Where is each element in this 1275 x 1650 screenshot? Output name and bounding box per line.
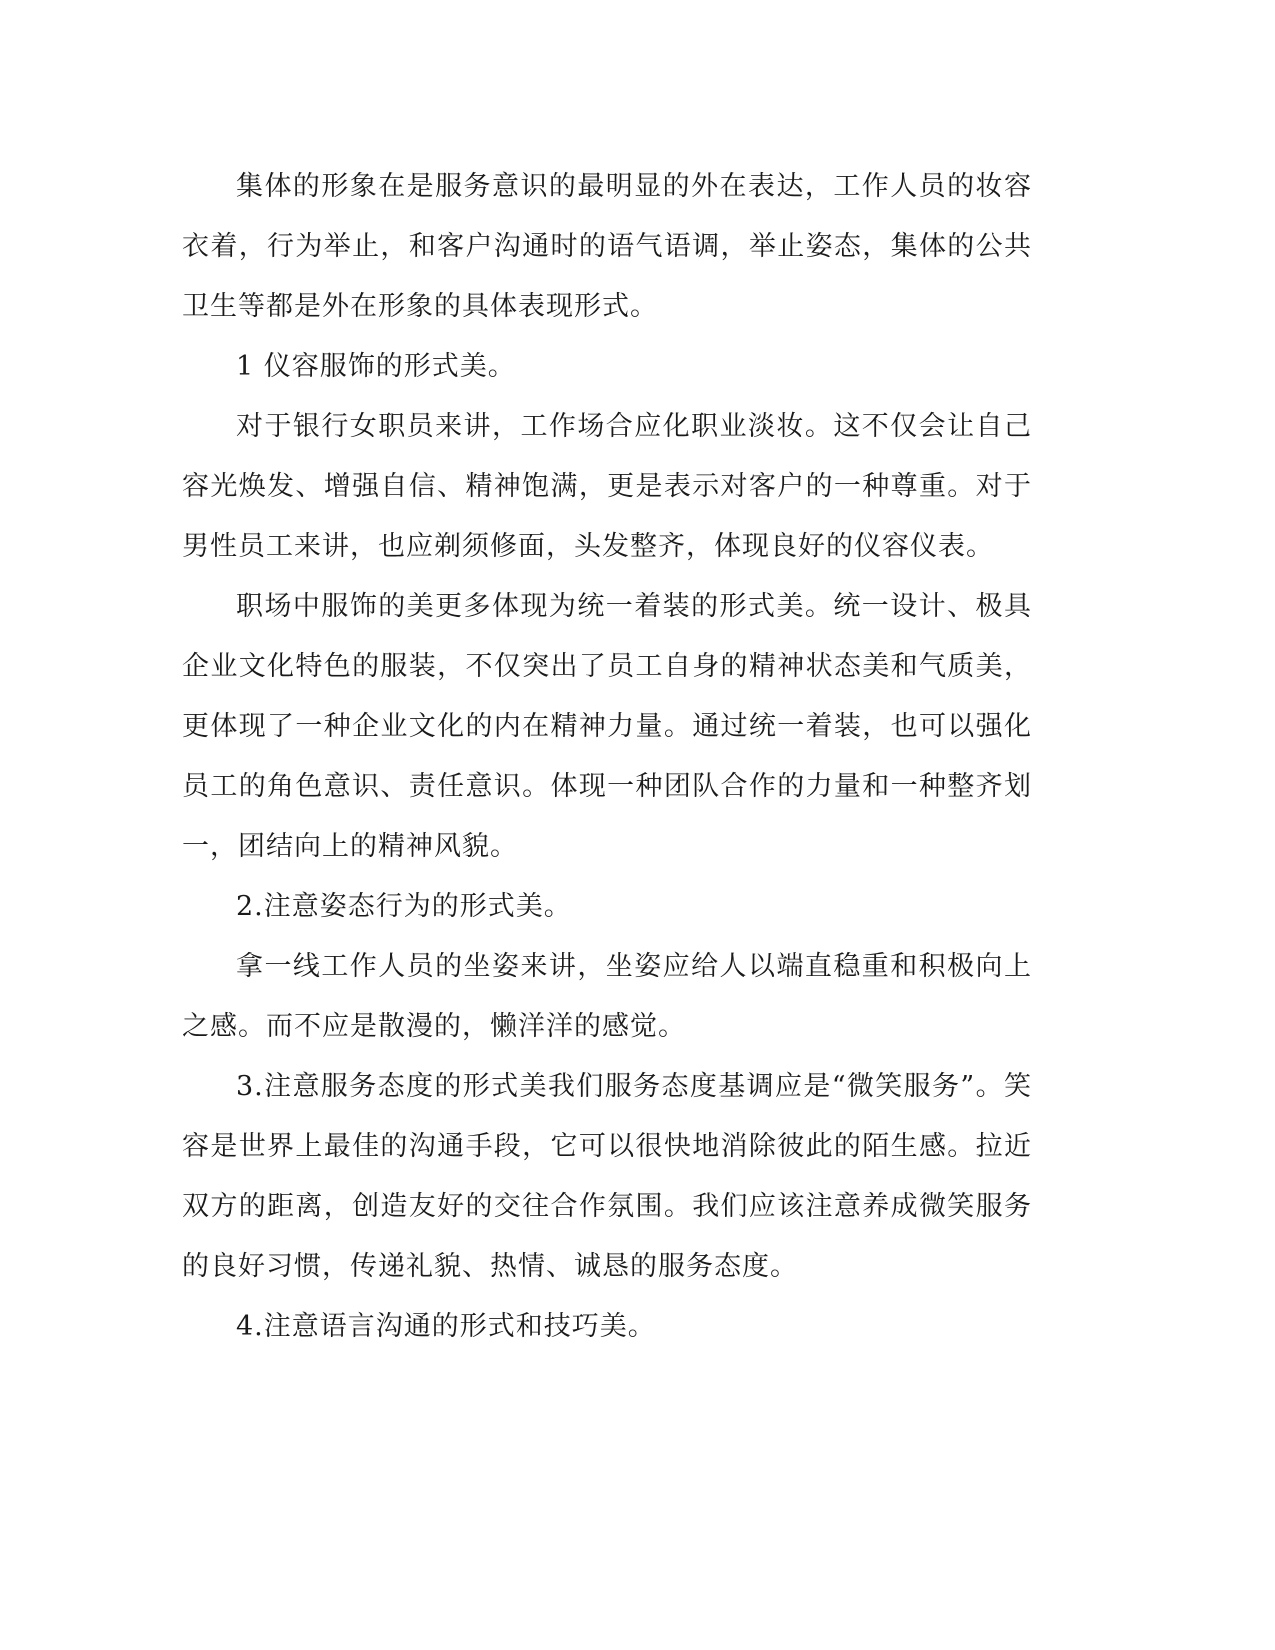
heading-posture: 2.注意姿态行为的形式美。 [236, 891, 572, 922]
paragraph-makeup: 对于银行女职员来讲，工作场合应化职业淡妆。这不仅会让自己容光焕发、增强自信、精神饱满，更是表示对客户的一种尊重。对于男性员工来讲，也应剃须修面，头发整齐，体现良好的仪容仪表。 [182, 411, 1032, 562]
heading-language: 4.注意语言沟通的形式和技巧美。 [236, 1311, 656, 1342]
paragraph-uniform: 职场中服饰的美更多体现为统一着装的形式美。统一设计、极具企业文化特色的服装，不仅突出了员工自身的精神状态美和气质美，更体现了一种企业文化的内在精神力量。通过统一着装，也可以强化员工的角色意识、责任意识。体现一种团队合作的力量和一种整齐划一，团结向上的精神风貌。 [182, 591, 1032, 862]
heading-appearance: 1 仪容服饰的形式美。 [236, 351, 516, 382]
document-body [182, 157, 1032, 1357]
paragraph-service-attitude: 3.注意服务态度的形式美我们服务态度基调应是“微笑服务”。笑容是世界上最佳的沟通手段，它可以很快地消除彼此的陌生感。拉近双方的距离，创造友好的交往合作氛围。我们应该注意养成微笑服务的良好习惯，传递礼貌、热情、诚恳的服务态度。 [182, 1071, 1032, 1282]
paragraph-sitting: 拿一线工作人员的坐姿来讲，坐姿应给人以端直稳重和积极向上之感。而不应是散漫的，懒洋洋的感觉。 [182, 951, 1032, 1042]
paragraph-intro: 集体的形象在是服务意识的最明显的外在表达，工作人员的妆容衣着，行为举止，和客户沟通时的语气语调，举止姿态，集体的公共卫生等都是外在形象的具体表现形式。 [182, 171, 1032, 322]
